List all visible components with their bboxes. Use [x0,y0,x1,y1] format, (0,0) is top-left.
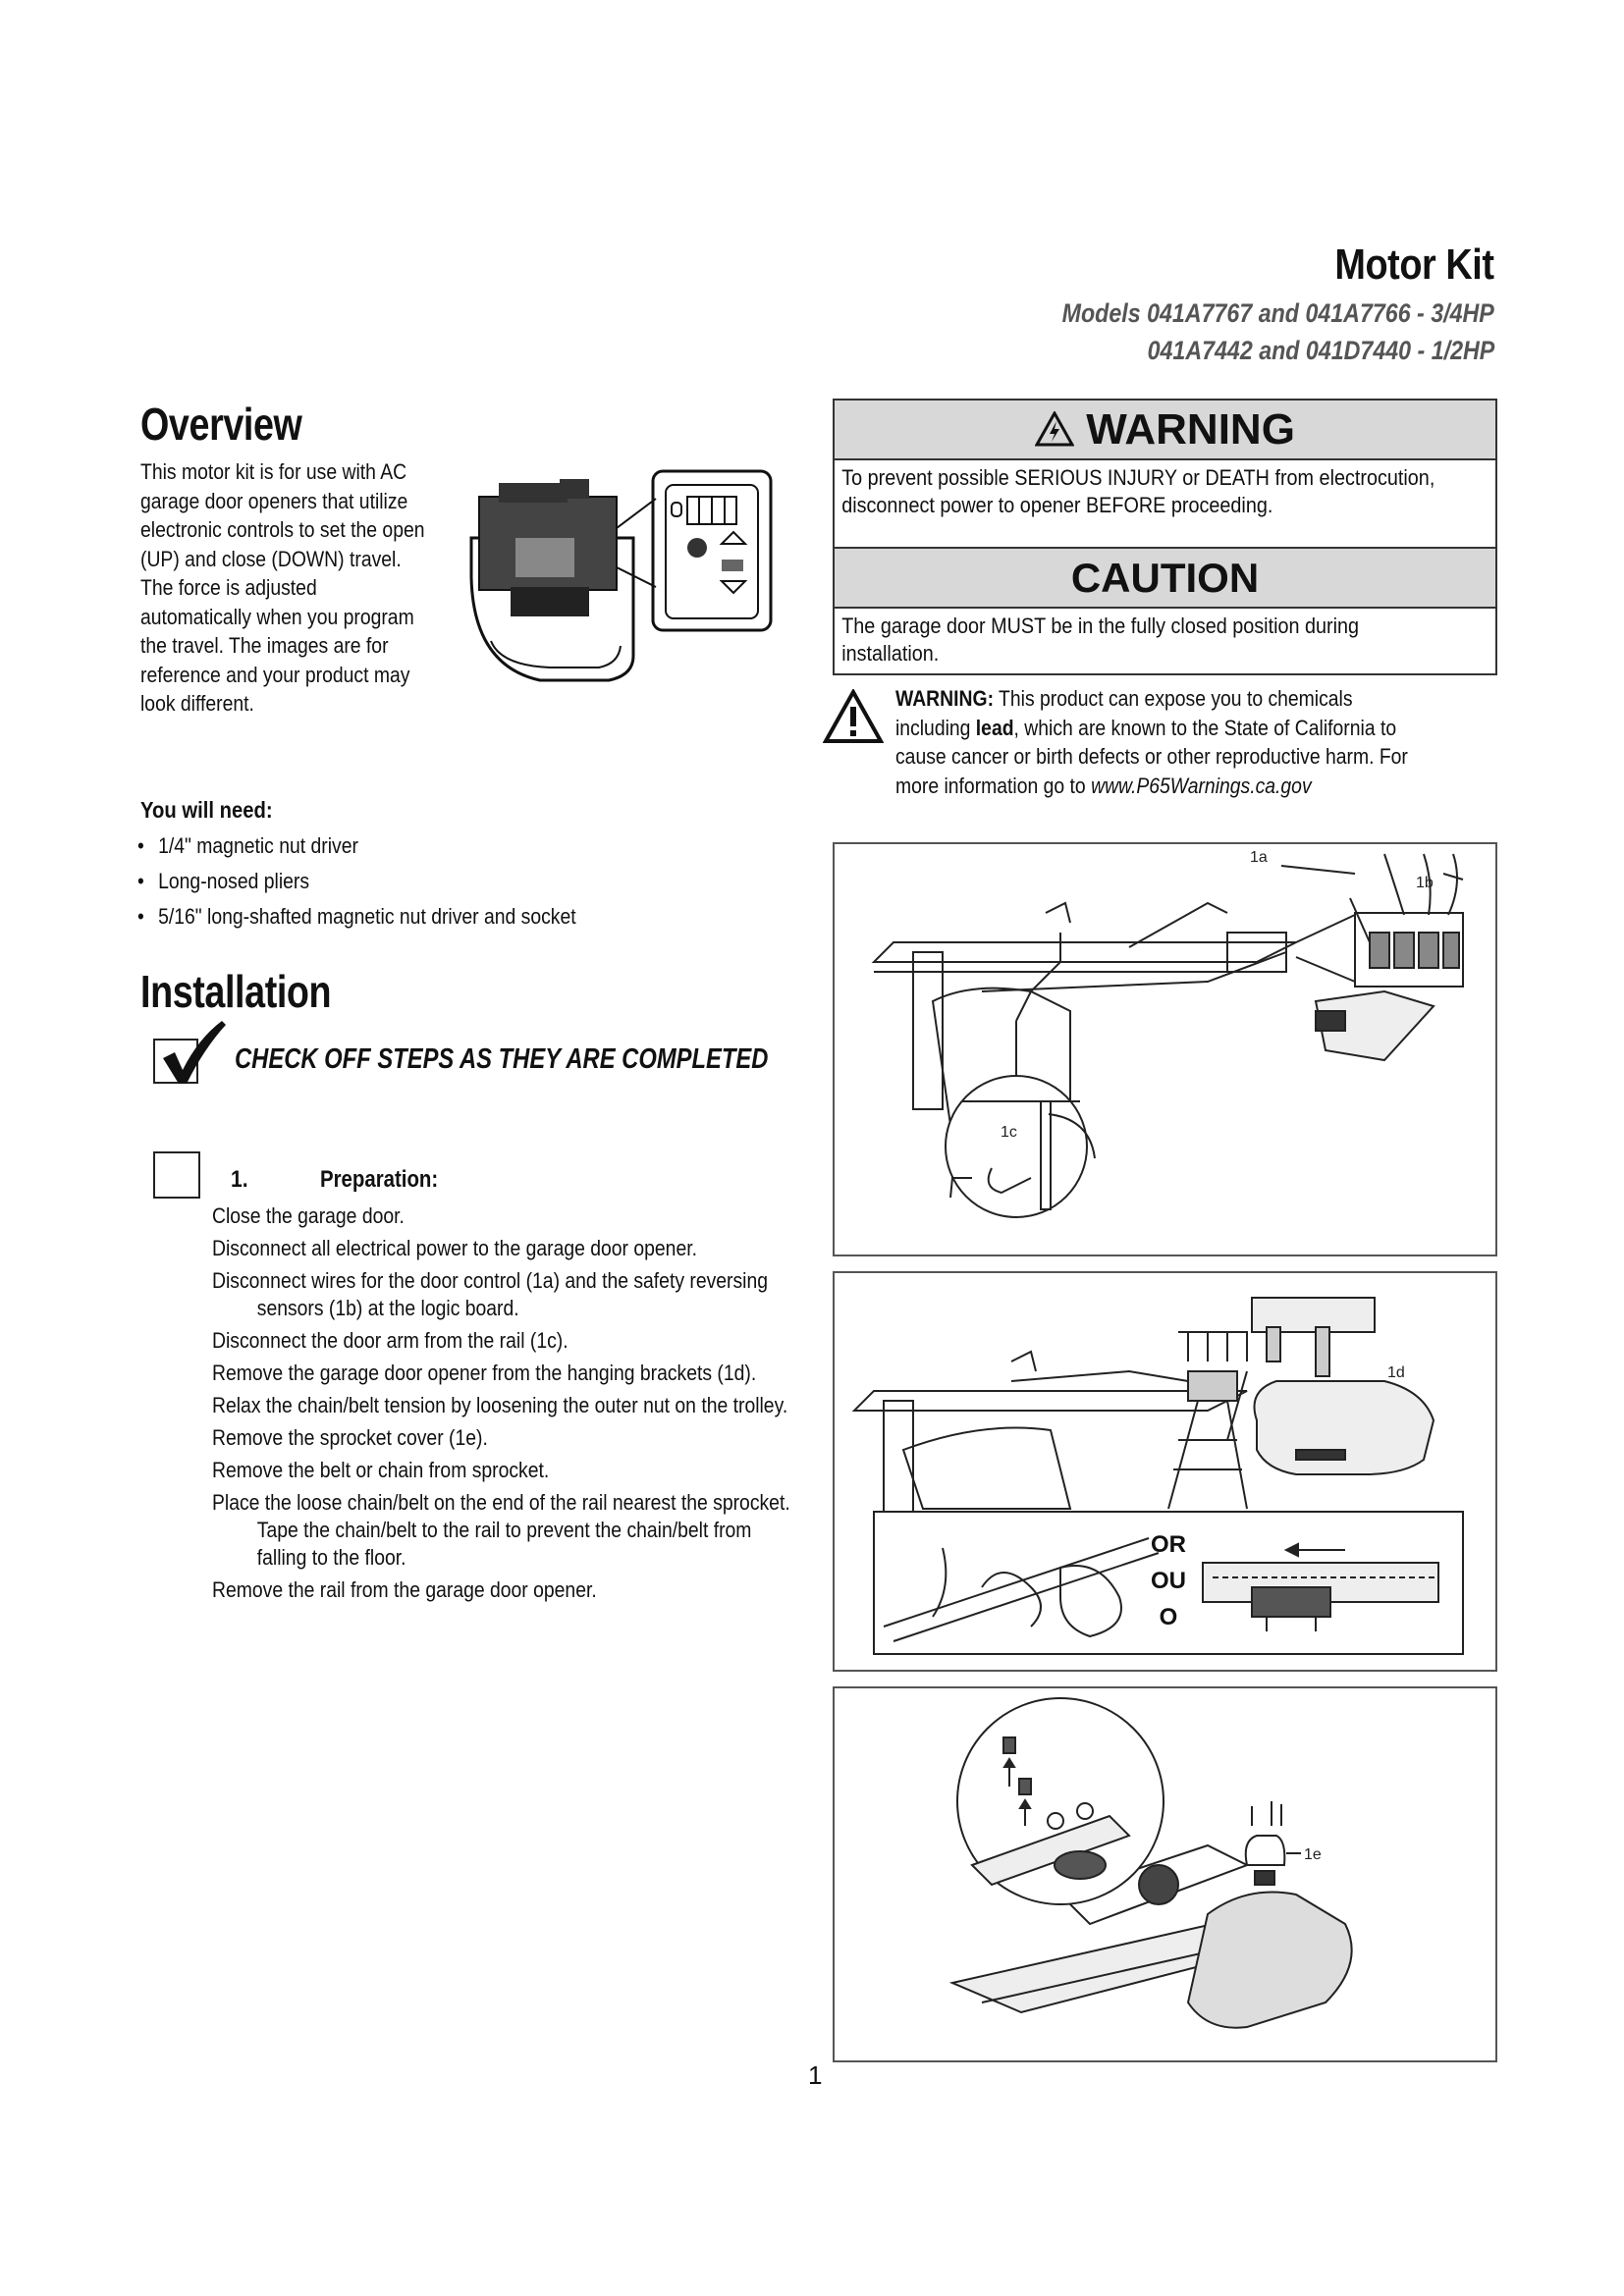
step-item: Disconnect all electrical power to the garage door opener. [212,1236,697,1260]
step-item: Remove the garage door opener from the hanging brackets (1d). [212,1361,757,1385]
step-title: Preparation: [320,1166,439,1193]
warning-triangle-icon [823,689,884,744]
prop65-warning [895,684,1432,800]
figure-3 [833,1686,1497,2062]
or-label [1149,1526,1188,1635]
prop65-label: WARNING: [895,686,995,711]
or-line: OU [1151,1568,1186,1594]
figure-1 [833,842,1497,1256]
figure-2 [833,1271,1497,1672]
step-1-checkbox[interactable] [153,1151,200,1199]
opener-illustration [461,469,776,691]
label-1b: 1b [1416,875,1434,891]
check-mark-icon [159,1019,228,1088]
prop65-url[interactable]: www.P65Warnings.ca.gov [1091,773,1312,798]
warning-triangle-icon [1035,411,1074,447]
or-line: OR [1151,1531,1186,1558]
step-item: Close the garage door. [212,1203,405,1228]
prop65-text-b: , which are known to the State of California to cause cancer or birth defects or other reproductive harm. For more information go to [895,715,1408,798]
step-item: Disconnect the door arm from the rail (1c). [212,1328,568,1353]
step-item: Remove the belt or chain from sprocket. [212,1458,550,1482]
label-1e: 1e [1304,1846,1322,1863]
preparation-steps [212,1202,872,1609]
list-item: • 5/16" long-shafted magnetic nut driver and socket [137,904,576,939]
caution-title: CAUTION [1070,555,1260,601]
check-off-instruction: CHECK OFF STEPS AS THEY ARE COMPLETED [235,1043,769,1075]
step-item: Disconnect wires for the door control (1a) and the safety reversing sensors (1b) at the logic board. [212,1268,769,1320]
step-item: Remove the sprocket cover (1e). [212,1425,488,1450]
list-item: • Long-nosed pliers [137,869,576,904]
prop65-lead: lead [975,715,1014,740]
caution-header [835,547,1495,609]
label-1d: 1d [1387,1364,1405,1381]
step-number: 1. [231,1166,248,1193]
figure-3-drawing [835,1688,1495,2060]
page-number: 1 [808,2060,823,2090]
overview-heading: Overview [140,399,302,450]
prop65-text-a: This product can expose you to chemicals including [895,686,1353,740]
list-item: • 1/4" magnetic nut driver [137,833,576,869]
you-will-need-title: You will need: [140,797,273,823]
label-1c: 1c [1001,1124,1017,1141]
models-line-1: Models 041A7767 and 041A7766 - 3/4HP [1061,298,1494,328]
installation-heading: Installation [140,966,332,1017]
label-1a: 1a [1250,849,1268,866]
caution-text: The garage door MUST be in the fully closed position during installation. [841,614,1360,666]
or-line: O [1159,1604,1178,1630]
models-line-2: 041A7442 and 041D7440 - 1/2HP [1147,336,1494,365]
step-item: Relax the chain/belt tension by loosening the outer nut on the trolley. [212,1393,788,1417]
step-item: Remove the rail from the garage door opener. [212,1577,597,1602]
warning-title: WARNING [1086,405,1295,454]
overview-paragraph: This motor kit is for use with AC garage door openers that utilize electronic controls to set the open (UP) and close (DOWN) travel. The force is adjusted automatically when you program the travel. The images are for reference and your product may look different. [140,459,425,716]
step-item: Place the loose chain/belt on the end of the rail nearest the sprocket. Tape the chain/belt to the rail to prevent the chain/belt from falling to the floor. [212,1490,790,1570]
warning-caution-box [833,399,1497,675]
warning-header [835,400,1495,460]
tools-list [137,833,636,939]
figure-1-drawing [835,844,1495,1255]
page-title: Motor Kit [1334,240,1494,289]
warning-text: To prevent possible SERIOUS INJURY or DEATH from electrocution, disconnect power to opener BEFORE proceeding. [841,465,1435,517]
